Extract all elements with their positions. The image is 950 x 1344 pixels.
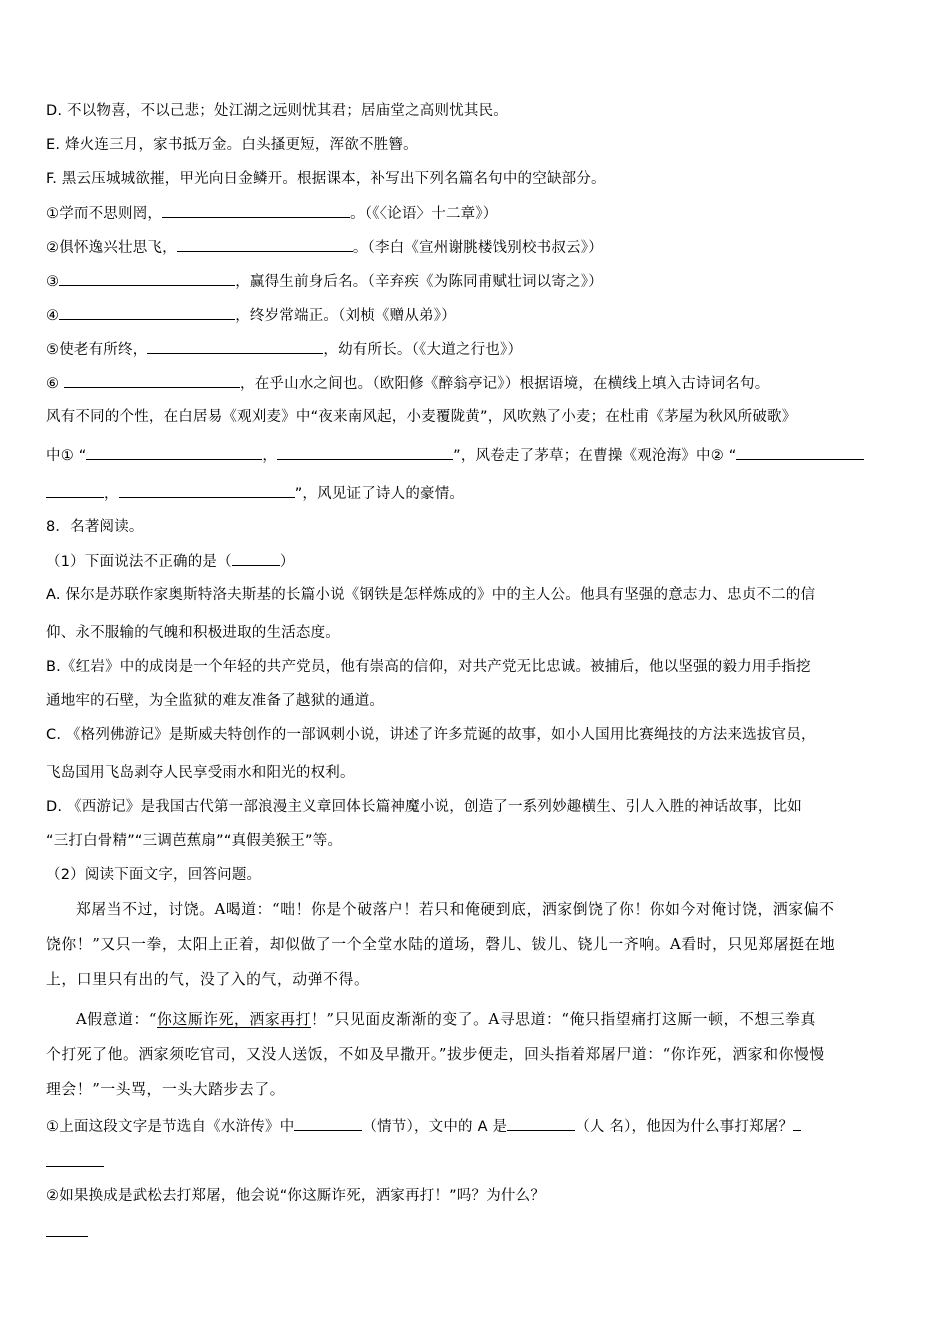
choice-c-line-1 [46,725,816,745]
prompt-text: （1）下面说法不正确的是（ [46,554,232,570]
fill-blank-1 [46,203,498,224]
blank-prefix: 使老有所终， [59,342,148,358]
answer-blank[interactable] [177,237,353,252]
choice-text: 通地牢的石壁，为全监狱的难友准备了越狱的通道。 [46,693,385,709]
choice-text: 仰、永不服输的气魄和积极进取的生活态度。 [46,625,340,641]
answer-blank[interactable] [64,373,240,388]
item-number: ⑤ [46,342,60,358]
answer-blank[interactable] [59,305,235,320]
answer-blank[interactable] [119,483,295,498]
option-text: 烽火连三月，家书抵万金。白头搔更短，浑欲不胜簪。 [64,137,418,153]
question-text: ①上面这段文字是节选自《水浒传》中 [46,1119,295,1135]
choice-b-line-1 [46,657,811,677]
answer-blank[interactable] [736,445,864,460]
choice-b-line-2 [46,691,384,711]
question-text: ②如果换成是武松去打郑屠，他会说“你这厮诈死，洒家再打！”吗？为什么？ [46,1188,546,1204]
option-label: F. [46,171,58,187]
wind-paragraph-line-1 [46,407,796,427]
passage-p1-line-1 [46,900,835,920]
choice-text: 《红岩》中的成岗是一个年轻的共产党员，他有崇高的信仰，对共产党无比忠诚。被捕后，他以坚强的毅力用手指挖 [60,659,811,675]
choice-d-line-2 [46,831,342,851]
sub-question-1 [46,1116,801,1137]
separator: ， [262,448,278,464]
passage-p1-line-2 [46,935,835,955]
passage-text: 郑屠当不过，讨饶。A喝道：“咄！你是个破落户！若只和俺硬到底，洒家倒饶了你！你如今对俺讨饶，洒家偏不 [76,901,835,918]
choice-c-line-2 [46,763,355,783]
wind-paragraph-line-2 [46,445,864,466]
blank-prefix: 俱怀逸兴壮思飞， [59,240,177,256]
blank-suffix: ，终岁常端正。（刘桢《赠从弟》） [235,308,456,324]
plot-answer-blank[interactable] [294,1116,362,1131]
answer-blank[interactable] [46,1222,88,1237]
passage-text: 上，口里只有出的气，没了入的气，动弹不得。 [46,971,370,988]
answer-blank[interactable] [232,551,280,566]
choice-text: 飞岛国用飞岛剥夺人民享受雨水和阳光的权利。 [46,765,355,781]
sub-question-2-answer-line [46,1222,88,1243]
prompt-text: ） [279,554,295,570]
choice-text: 《格列佛游记》是斯威夫特创作的一部讽刺小说，讲述了许多荒诞的故事，如小人国用比赛绳技的方法来选拔官员， [65,727,816,743]
reason-answer-blank[interactable] [793,1116,801,1131]
underlined-quote: 你这厮诈死，洒家再打 [157,1011,312,1028]
question-8-2-prompt [46,865,261,885]
fill-blank-6 [46,373,769,394]
passage-text: A假意道：“ [76,1011,158,1028]
answer-blank[interactable] [86,445,262,460]
poetry-option-e [46,135,418,155]
item-number: ② [46,240,60,256]
passage-text: ！”只见面皮渐渐的变了。A寻思道：“俺只指望痛打这厮一顿，不想三拳真 [311,1011,816,1028]
passage-p2-line-1 [46,1010,816,1030]
option-label: D. [46,103,63,119]
passage-text: 个打死了他。洒家须吃官司，又没人送饭，不如及早撒开。”拔步便走，回头指着郑屠尸道：“你诈死，洒家和你慢慢 [46,1046,825,1063]
choice-d-line-1 [46,797,802,817]
blank-prefix: 学而不思则罔， [59,206,163,222]
sub-question-1-answer-line [46,1152,104,1173]
choice-label: D. [46,799,63,815]
question-text: （情节），文中的 A 是 [362,1119,508,1135]
answer-blank[interactable] [147,339,323,354]
choice-label: C. [46,727,62,743]
blank-suffix: 。（《〈论语〉十二章》） [350,206,498,222]
passage-p2-line-3 [46,1080,285,1100]
poetry-option-f [46,169,606,189]
reason-answer-blank-continued[interactable] [46,1152,104,1167]
option-label: E. [46,137,61,153]
answer-blank[interactable] [162,203,350,218]
paragraph-text: ”，风见证了诗人的豪情。 [294,486,465,502]
option-text: 黑云压城城欲摧，甲光向日金鳞开。根据课本，补写出下列名篇名句中的空缺部分。 [61,171,606,187]
option-text: 不以物喜，不以己悲；处江湖之远则忧其君；居庙堂之高则忧其民。 [67,103,508,119]
answer-blank[interactable] [46,483,104,498]
item-number: ④ [46,308,60,324]
paragraph-text: ”，风卷走了茅草；在曹操《观沧海》中② “ [453,448,737,464]
passage-text: 饶你！”又只一拳，太阳上正着，却似做了一个全堂水陆的道场，磬儿、钹儿、铙儿一齐响。A看时，只见郑屠挺在地 [46,936,836,953]
prompt-text: （2）阅读下面文字，回答问题。 [46,867,262,883]
separator: ， [104,486,119,502]
answer-blank[interactable] [277,445,453,460]
wind-paragraph-line-3 [46,483,464,504]
name-answer-blank[interactable] [507,1116,575,1131]
blank-suffix: 。（李白《宣州谢朓楼饯别校书叔云》） [352,240,603,256]
blank-suffix: ，幼有所长。（《大道之行也》） [323,342,523,358]
question-text: （人 名），他因为什么事打郑屠？ [575,1119,794,1135]
poetry-option-d [46,101,508,121]
blank-suffix: ，在乎山水之间也。（欧阳修《醉翁亭记》）根据语境，在横线上填入古诗词名句。 [240,376,770,392]
question-8-1-prompt [46,551,295,572]
choice-text: 《西游记》是我国古代第一部浪漫主义章回体长篇神魔小说，创造了一系列妙趣横生、引人入胜的神话故事，比如 [67,799,802,815]
choice-text: “三打白骨精”“三调芭蕉扇”“真假美猴王”等。 [46,833,343,849]
item-number: ① [46,206,60,222]
passage-text: 理会！”一头骂，一头大踏步去了。 [46,1081,286,1098]
paragraph-text: 风有不同的个性，在白居易《观刈麦》中“夜来南风起，小麦覆陇黄”，风吹熟了小麦；在杜甫《茅屋为秋风所破歌》 [46,409,797,425]
choice-a-line-1 [46,585,815,605]
choice-text: 保尔是苏联作家奥斯特洛夫斯基的长篇小说《钢铁是怎样炼成的》中的主人公。他具有坚强的意志力、忠贞不二的信 [65,587,816,603]
item-number: ③ [46,274,60,290]
passage-p2-line-2 [46,1045,825,1065]
item-number: ⑥ [46,376,60,392]
choice-label: A. [46,587,61,603]
fill-blank-4 [46,305,456,326]
question-8-title [46,517,144,537]
paragraph-text: 中① “ [46,448,87,464]
question-title: 8．名著阅读。 [46,519,144,535]
fill-blank-2 [46,237,603,258]
choice-a-line-2 [46,623,340,643]
answer-blank[interactable] [59,271,235,286]
fill-blank-3 [46,271,603,292]
blank-suffix: ，赢得生前身后名。（辛弃疾《为陈同甫赋壮词以寄之》） [235,274,603,290]
choice-label: B. [46,659,61,675]
fill-blank-5 [46,339,522,360]
sub-question-2 [46,1186,545,1206]
passage-p1-line-3 [46,970,369,990]
